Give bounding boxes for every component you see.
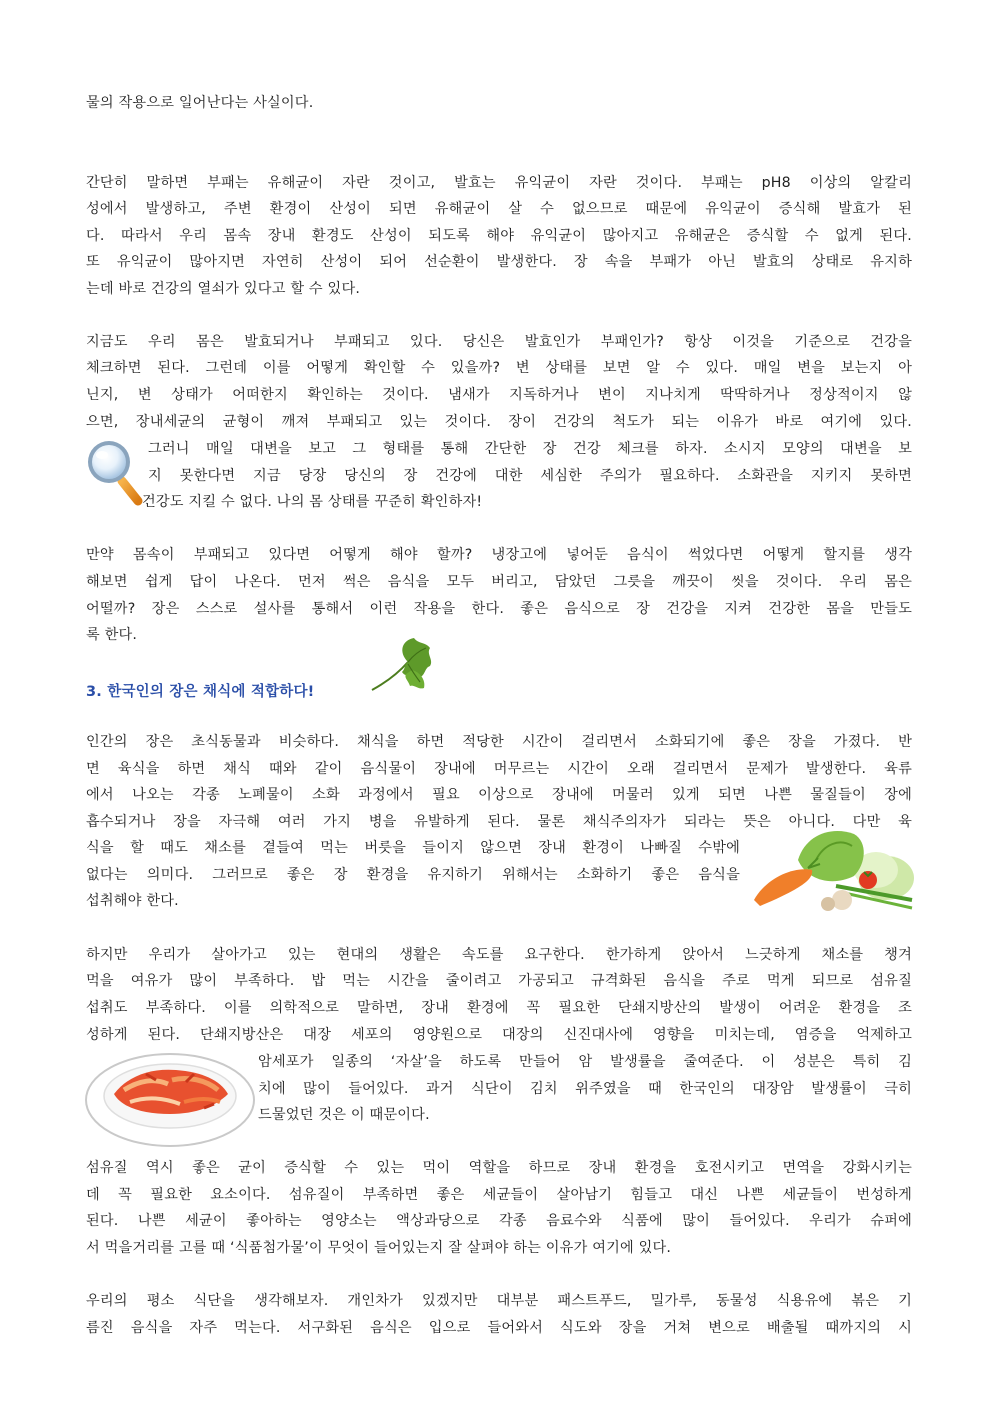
text-line: 록 한다.	[86, 627, 138, 643]
text-line: 치에 많이 들어있다. 과거 식단이 김치 위주였을 때 한국인의 대장암 발생률이 극히	[258, 1081, 912, 1097]
text-line: 섭취해야 한다.	[86, 893, 179, 909]
text-line: 흡수되거나 장을 자극해 여러 가지 병을 유발하게 된다. 물론 채식주의자가 되라는 뜻은 아니다. 다만 육	[86, 814, 912, 830]
text-line: 우리의 평소 식단을 생각해보자. 개인차가 있겠지만 대부분 패스트푸드, 밀가루, 동물성 식용유에 볶은 기	[86, 1293, 912, 1309]
text-line: 다. 따라서 우리 몸속 장내 환경도 산성이 되도록 해야 유익균이 많아지고 유해균은 증식할 수 없게 된다.	[86, 228, 912, 244]
text-line: 체크하면 된다. 그런데 이를 어떻게 확인할 수 있을까? 변 상태를 보면 알 수 있다. 매일 변을 보는지 아	[86, 360, 912, 376]
magnifier-icon	[86, 437, 146, 511]
text-line: 된다. 나쁜 세균이 좋아하는 영양소는 액상과당으로 각종 음료수와 식품에 많이 들어있다. 우리가 슈퍼에	[86, 1213, 912, 1229]
text-line: 에서 나오는 각종 노폐물이 소화 과정에서 필요 이상으로 장내에 머물러 있게 되면 나쁜 물질들이 장에	[86, 787, 912, 803]
text-line: 섭취도 부족하다. 이를 의학적으로 말하면, 장내 환경에 꼭 필요한 단쇄지방산의 발생이 어려운 환경을 조	[86, 1000, 912, 1016]
text-line: 어떨까? 장은 스스로 설사를 통해서 이런 작용을 한다. 좋은 음식으로 장 건강을 지켜 건강한 몸을 만들도	[86, 601, 912, 617]
text-line: 식을 할 때도 채소를 곁들여 먹는 버릇을 들이지 않으면 장내 환경이 나빠질 수밖에	[86, 840, 740, 856]
text-line: 닌지, 변 상태가 어떠한지 확인하는 것이다. 냄새가 지독하거나 변이 지나치게 딱딱하거나 정상적이지 않	[86, 387, 912, 403]
text-line: 으면, 장내세균의 균형이 깨져 부패되고 있는 것이다. 장이 건강의 척도가 되는 이유가 바로 여기에 있다.	[86, 414, 912, 430]
text-line: 암세포가 일종의 ‘자살’을 하도록 만들어 암 발생률을 줄여준다. 이 성분은 특히 김	[258, 1054, 912, 1070]
text-line: 그러니 매일 대변을 보고 그 형태를 통해 간단한 장 건강 체크를 하자. 소시지 모양의 대변을 보	[148, 441, 912, 457]
text-line: 만약 몸속이 부패되고 있다면 어떻게 해야 할까? 냉장고에 넣어둔 음식이 썩었다면 어떻게 할지를 생각	[86, 547, 912, 563]
text-line: 해보면 쉽게 답이 나온다. 먼저 썩은 음식을 모두 버리고, 담았던 그릇을 깨끗이 씻을 것이다. 우리 몸은	[86, 574, 912, 590]
text-line: 물의 작용으로 일어난다는 사실이다.	[86, 95, 314, 111]
vegetables-illustration	[736, 820, 914, 916]
leaf-illustration	[368, 634, 438, 696]
kimchi-plate-illustration	[84, 1050, 256, 1148]
text-line: 드물었던 것은 이 때문이다.	[258, 1107, 430, 1123]
text-line: 성에서 발생하고, 주변 환경이 산성이 되면 유해균이 살 수 없으므로 때문에 유익균이 증식해 발효가 된	[86, 201, 912, 217]
text-line: 인간의 장은 초식동물과 비슷하다. 채식을 하면 적당한 시간이 걸리면서 소화되기에 좋은 장을 가졌다. 반	[86, 734, 912, 750]
text-line: 하지만 우리가 살아가고 있는 현대의 생활은 속도를 요구한다. 한가하게 앉아서 느긋하게 채소를 챙겨	[86, 947, 912, 963]
text-line: 간단히 말하면 부패는 유해균이 자란 것이고, 발효는 유익균이 자란 것이다. 부패는 pH8 이상의 알칼리	[86, 175, 912, 191]
text-line: 름진 음식을 자주 먹는다. 서구화된 음식은 입으로 들어와서 식도와 장을 거쳐 변으로 배출될 때까지의 시	[86, 1320, 912, 1336]
section-heading: 3. 한국인의 장은 채식에 적합하다!	[86, 684, 315, 700]
text-line: 또 유익균이 많아지면 자연히 산성이 되어 선순환이 발생한다. 장 속을 부패가 아닌 발효의 상태로 유지하	[86, 254, 912, 270]
text-line: 없다는 의미다. 그러므로 좋은 장 환경을 유지하기 위해서는 소화하기 좋은 음식을	[86, 867, 740, 883]
text-line: 면 육식을 하면 채식 때와 같이 음식물이 장내에 머무르는 시간이 오래 걸리면서 문제가 발생한다. 육류	[86, 761, 912, 777]
text-line: 는데 바로 건강의 열쇠가 있다고 할 수 있다.	[86, 281, 361, 297]
text-line: 지 못한다면 지금 당장 당신의 장 건강에 대한 세심한 주의가 필요하다. 소화관을 지키지 못하면	[148, 468, 912, 484]
text-line: 지금도 우리 몸은 발효되거나 부패되고 있다. 당신은 발효인가 부패인가? 항상 이것을 기준으로 건강을	[86, 334, 912, 350]
text-line: 먹을 여유가 많이 부족하다. 밥 먹는 시간을 줄이려고 가공되고 규격화된 음식을 주로 먹게 되므로 섬유질	[86, 973, 912, 989]
text-line: 서 먹을거리를 고를 때 ‘식품첨가물’이 무엇이 들어있는지 잘 살펴야 하는 이유가 여기에 있다.	[86, 1240, 672, 1256]
text-line: 건강도 지킬 수 없다. 나의 몸 상태를 꾸준히 확인하자!	[142, 494, 483, 510]
text-line: 데 꼭 필요한 요소이다. 섬유질이 부족하면 좋은 세균들이 살아남기 힘들고 대신 나쁜 세균들이 번성하게	[86, 1187, 912, 1203]
text-line: 섬유질 역시 좋은 균이 증식할 수 있는 먹이 역할을 하므로 장내 환경을 호전시키고 면역을 강화시키는	[86, 1160, 912, 1176]
text-line: 성하게 된다. 단쇄지방산은 대장 세포의 영양원으로 대장의 신진대사에 영향을 미치는데, 염증을 억제하고	[86, 1027, 912, 1043]
